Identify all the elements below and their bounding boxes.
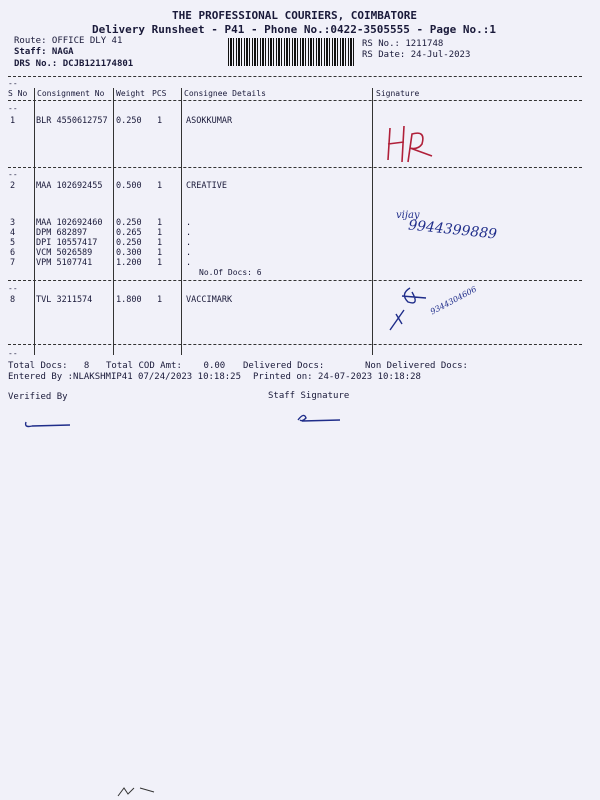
handwritten-phone: 9944399889 [407, 217, 498, 243]
row-weight: 0.250 [116, 218, 142, 228]
row-consignment: MAA 102692460 [36, 218, 103, 228]
row-mark: -- [8, 79, 18, 88]
row-weight: 0.250 [116, 116, 142, 126]
row-sno: 7 [10, 258, 16, 268]
handwritten-phone-2: 9344304606 [428, 284, 479, 317]
col-consignment: Consignment No [37, 89, 105, 98]
row-divider [8, 280, 582, 281]
row-consignee: CREATIVE [186, 181, 227, 191]
total-docs: Total Docs: 8 [8, 361, 90, 371]
row-consignee: . [186, 218, 192, 228]
row-pcs: 1 [157, 228, 163, 238]
row-pcs: 1 [157, 181, 163, 191]
row-pcs: 1 [157, 248, 163, 258]
row-consignment: BLR 4550612757 [36, 116, 108, 126]
staff-signature-label: Staff Signature [268, 391, 350, 401]
row-consignee: VACCIMARK [186, 295, 233, 305]
row-divider [8, 344, 582, 345]
col-consignee: Consignee Details [184, 89, 266, 98]
staff-signature-mark [294, 410, 344, 426]
row-consignment: MAA 102692455 [36, 181, 103, 191]
entered-by: Entered By :NLAKSHMIP41 07/24/2023 10:18:25 [8, 372, 241, 382]
grid-line [181, 88, 182, 355]
row-weight: 0.500 [116, 181, 142, 191]
row-mark: -- [8, 349, 18, 358]
row-consignment: DPM 682897 [36, 228, 88, 238]
row-consignment: DPI 10557417 [36, 238, 98, 248]
row-sno: 6 [10, 248, 16, 258]
non-delivered-docs: Non Delivered Docs: [365, 361, 468, 371]
drs-number: DRS No.: DCJB121174801 [14, 59, 134, 69]
row-pcs: 1 [157, 258, 163, 268]
row-sno: 5 [10, 238, 16, 248]
row-consignee: . [186, 258, 192, 268]
row-mark: -- [8, 104, 18, 113]
row-sno: 2 [10, 181, 16, 191]
row-consignment: VPM 5107741 [36, 258, 93, 268]
row-consignee: ASOKKUMAR [186, 116, 233, 126]
bottom-scribble [114, 784, 164, 800]
col-weight: Weight [116, 89, 145, 98]
grid-line [34, 88, 35, 355]
grid-line [113, 88, 114, 355]
row-divider [8, 167, 582, 168]
row-sno: 1 [10, 116, 16, 126]
barcode [228, 38, 356, 66]
row-consignment: VCM 5026589 [36, 248, 93, 258]
route-label: Route: OFFICE DLY 41 [14, 36, 123, 46]
col-signature: Signature [376, 89, 420, 98]
row-weight: 0.265 [116, 228, 142, 238]
header-rule-bottom [8, 100, 582, 101]
row-mark: -- [8, 170, 18, 179]
row-pcs: 1 [157, 218, 163, 228]
row-sno: 8 [10, 295, 16, 305]
row-mark: -- [8, 284, 18, 293]
row-sno: 4 [10, 228, 16, 238]
handwritten-name: vijay [396, 210, 420, 221]
rs-date: RS Date: 24-Jul-2023 [362, 50, 471, 60]
header-rule-top [8, 76, 582, 77]
delivered-docs: Delivered Docs: [243, 361, 325, 371]
rs-number: RS No.: 1211748 [362, 39, 444, 49]
printed-on: Printed on: 24-07-2023 10:18:28 [253, 372, 421, 382]
row-weight: 1.200 [116, 258, 142, 268]
runsheet-title: Delivery Runsheet - P41 - Phone No.:0422-3505555 - Page No.:1 [92, 23, 496, 36]
row-sno: 3 [10, 218, 16, 228]
total-cod: Total COD Amt: 0.00 [106, 361, 226, 371]
handwritten-signature-hr [382, 122, 442, 166]
verified-signature [22, 416, 74, 432]
row-consignment: TVL 3211574 [36, 295, 93, 305]
company-name: THE PROFESSIONAL COURIERS, COIMBATORE [172, 9, 418, 22]
row-weight: 1.800 [116, 295, 142, 305]
col-sno: S No [8, 89, 28, 98]
row-weight: 0.300 [116, 248, 142, 258]
grid-line [372, 88, 373, 355]
staff-label: Staff: NAGA [14, 47, 74, 57]
row-consignee: . [186, 228, 192, 238]
group-doc-count: No.Of Docs: 6 [199, 268, 262, 277]
row-pcs: 1 [157, 116, 163, 126]
verified-by-label: Verified By [8, 392, 68, 402]
row-pcs: 1 [157, 295, 163, 305]
row-weight: 0.250 [116, 238, 142, 248]
row-consignee: . [186, 248, 192, 258]
row-pcs: 1 [157, 238, 163, 248]
row-consignee: . [186, 238, 192, 248]
col-pcs: PCS [152, 89, 167, 98]
